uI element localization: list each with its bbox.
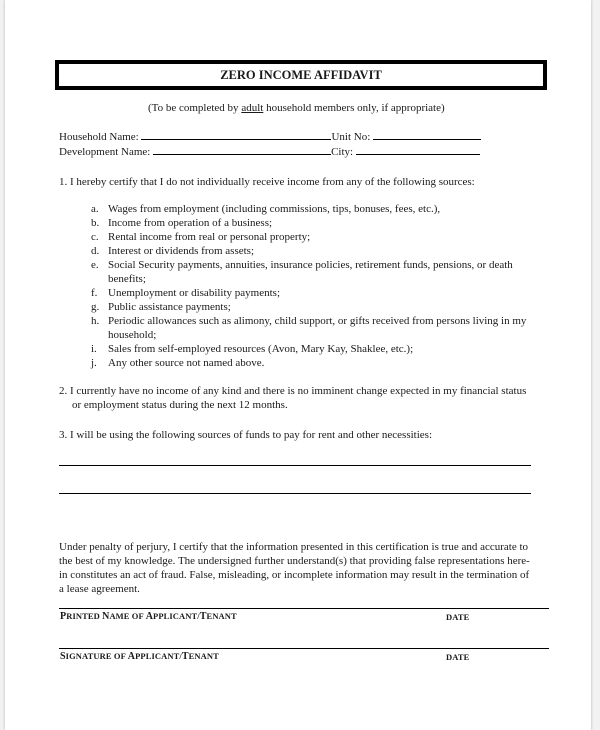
document-page bbox=[5, 0, 591, 730]
list-item-text: benefits; bbox=[108, 273, 146, 285]
list-item-text: Rental income from real or personal property; bbox=[108, 231, 311, 243]
funds-line-2[interactable] bbox=[59, 493, 531, 494]
perjury-line-1: Under penalty of perjury, I certify that the information presented in this certification is true and accurate to bbox=[59, 541, 529, 553]
list-item-text: Public assistance payments; bbox=[108, 301, 231, 313]
development-name-field[interactable] bbox=[153, 143, 331, 155]
sc-letter: N bbox=[102, 611, 110, 622]
date-label-2: DATE bbox=[446, 652, 470, 662]
sc-rest: AME OF bbox=[109, 611, 146, 621]
sc-letter: T bbox=[181, 651, 189, 662]
subtitle-part-end: household members only, if appropriate) bbox=[263, 102, 445, 114]
list-item bbox=[91, 356, 551, 370]
funds-line-1[interactable] bbox=[59, 465, 531, 466]
household-name-label: Household Name: bbox=[59, 131, 139, 143]
list-item-marker: f. bbox=[91, 287, 98, 299]
list-item bbox=[91, 328, 551, 342]
list-item-marker: a. bbox=[91, 203, 99, 215]
list-item bbox=[91, 286, 551, 300]
list-item-text: Social Security payments, annuities, insurance policies, retirement funds, pensions, or death bbox=[108, 259, 513, 271]
list-item-text: Unemployment or disability payments; bbox=[108, 287, 281, 299]
list-item-marker: b. bbox=[91, 217, 100, 229]
form-title bbox=[55, 60, 547, 90]
sc-rest: IGNATURE OF bbox=[65, 651, 128, 661]
list-item-text: Wages from employment (including commissions, tips, bonuses, fees, etc.), bbox=[108, 203, 441, 215]
list-item-text: Sales from self-employed resources (Avon, Mary Kay, Shaklee, etc.); bbox=[108, 343, 414, 355]
unit-no-field[interactable] bbox=[373, 128, 481, 140]
sc-rest: RINTED bbox=[66, 611, 103, 621]
form-subtitle bbox=[148, 101, 445, 115]
list-item-marker: c. bbox=[91, 231, 99, 243]
list-item-marker: d. bbox=[91, 245, 100, 257]
development-name-label: Development Name: bbox=[59, 146, 151, 158]
unit-no-label: Unit No: bbox=[331, 131, 371, 143]
development-name-row bbox=[59, 143, 480, 159]
form-title-text: ZERO INCOME AFFIDAVIT bbox=[220, 68, 382, 82]
perjury-line-3: in constitutes an act of fraud. False, misleading, or incomplete information may result in the termination of bbox=[59, 569, 530, 581]
printed-name-label bbox=[60, 611, 237, 622]
list-item bbox=[91, 300, 551, 314]
city-field[interactable] bbox=[356, 143, 480, 155]
list-item-marker: e. bbox=[91, 259, 99, 271]
list-item-marker: j. bbox=[91, 357, 97, 369]
list-item bbox=[91, 342, 551, 356]
subtitle-underlined: adult bbox=[241, 102, 264, 114]
list-item bbox=[91, 216, 551, 230]
list-item bbox=[91, 202, 551, 216]
household-name-row bbox=[59, 128, 481, 144]
sc-letter: A bbox=[127, 651, 136, 662]
list-item-marker: g. bbox=[91, 301, 100, 313]
list-item-text: household; bbox=[108, 329, 157, 341]
section-2-line-2: or employment status during the next 12 months. bbox=[72, 399, 288, 411]
sc-letter: P bbox=[60, 611, 67, 622]
sc-letter: S bbox=[60, 651, 66, 662]
household-name-field[interactable] bbox=[141, 128, 331, 140]
sc-rest: PPLICANT/ bbox=[153, 611, 200, 621]
section-3-heading: 3. I will be using the following sources of funds to pay for rent and other necessities: bbox=[59, 429, 433, 441]
sc-letter: A bbox=[145, 611, 154, 622]
sc-rest: ENANT bbox=[188, 651, 219, 661]
list-item-text: Any other source not named above. bbox=[108, 357, 265, 369]
list-item-marker: h. bbox=[91, 315, 100, 327]
list-item bbox=[91, 314, 551, 328]
list-item-text: Income from operation of a business; bbox=[108, 217, 273, 229]
signature-label bbox=[60, 651, 219, 662]
list-item-marker: i. bbox=[91, 343, 97, 355]
signature-line[interactable] bbox=[59, 648, 549, 649]
city-label: City: bbox=[331, 146, 354, 158]
list-item-text: Interest or dividends from assets; bbox=[108, 245, 255, 257]
list-item bbox=[91, 244, 551, 258]
sc-letter: T bbox=[199, 611, 207, 622]
list-item bbox=[91, 258, 551, 272]
sc-rest: PPLICANT/ bbox=[135, 651, 182, 661]
printed-name-line[interactable] bbox=[59, 608, 549, 609]
perjury-line-2: the best of my knowledge. The undersigned further understand(s) that providing false representations here- bbox=[59, 555, 530, 567]
list-item-text: Periodic allowances such as alimony, child support, or gifts received from persons living in my bbox=[108, 315, 527, 327]
date-label-1: DATE bbox=[446, 612, 470, 622]
sc-rest: ENANT bbox=[206, 611, 237, 621]
subtitle-part: (To be completed by bbox=[148, 102, 242, 114]
perjury-line-4: a lease agreement. bbox=[59, 583, 140, 595]
section-1-heading: 1. I hereby certify that I do not individually receive income from any of the following sources: bbox=[59, 176, 475, 188]
list-item bbox=[91, 230, 551, 244]
section-2-line-1: 2. I currently have no income of any kind and there is no imminent change expected in my financial status bbox=[59, 385, 527, 397]
list-item bbox=[91, 272, 551, 286]
